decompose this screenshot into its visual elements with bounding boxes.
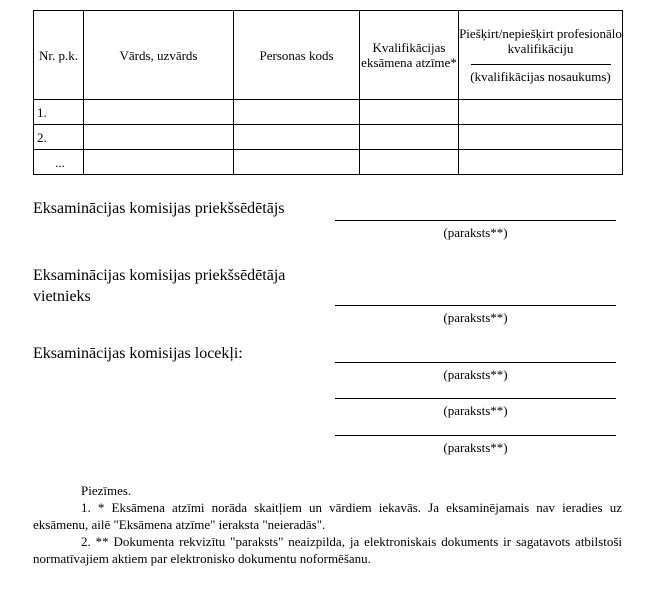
table-row bbox=[34, 125, 623, 150]
award-cell[interactable] bbox=[459, 100, 623, 125]
notes-section bbox=[33, 482, 622, 567]
member-signature-line-2[interactable] bbox=[335, 398, 616, 399]
header-grade bbox=[360, 11, 459, 100]
grade-cell[interactable] bbox=[360, 100, 459, 125]
name-cell[interactable] bbox=[84, 150, 234, 175]
member-signature-caption-3: (paraksts**) bbox=[443, 440, 508, 455]
grade-cell[interactable] bbox=[360, 150, 459, 175]
member-signature-line-1[interactable] bbox=[335, 362, 616, 363]
award-cell[interactable] bbox=[459, 150, 623, 175]
table-header-row bbox=[34, 11, 623, 100]
chair-label: Eksaminācijas komisijas priekšsēdētājs bbox=[33, 200, 285, 217]
member-signature-caption-1: (paraksts**) bbox=[443, 367, 508, 382]
note-item-2: 2. ** Dokumenta rekvizītu "paraksts" neaizpilda, ja elektroniskais dokuments ir sagatavots atbilstoši normatīvajiem aktiem par elektronisko dokumentu noformēšanu. bbox=[33, 534, 622, 566]
vice-chair-signature-caption: (paraksts**) bbox=[443, 310, 508, 325]
note-item-1: 1. * Eksāmena atzīmi norāda skaitļiem un vārdiem iekavās. Ja eksaminējamais nav ieradies uz eksāmenu, ailē "Eksāmena atzīme" ieraksta "neieradās". bbox=[33, 500, 622, 532]
header-grade-text: Kvalifikācijas eksāmena atzīme* bbox=[361, 40, 457, 70]
award-cell[interactable] bbox=[459, 125, 623, 150]
members-label: Eksaminācijas komisijas locekļi: bbox=[33, 345, 243, 362]
vice-chair-signature-line[interactable] bbox=[335, 305, 616, 306]
row-number-cell: ... bbox=[34, 150, 84, 175]
member-signature-line-3[interactable] bbox=[335, 435, 616, 436]
chair-signature-line[interactable] bbox=[335, 220, 616, 221]
header-nr-text: Nr. p.k. bbox=[39, 47, 78, 63]
chair-signature-caption: (paraksts**) bbox=[443, 225, 508, 240]
personal-code-cell[interactable] bbox=[234, 125, 360, 150]
notes-title: Piezīmes. bbox=[81, 483, 132, 498]
name-cell[interactable] bbox=[84, 125, 234, 150]
vice-chair-label: Eksaminācijas komisijas priekšsēdētāja vietnieks bbox=[33, 267, 286, 305]
grade-cell[interactable] bbox=[360, 125, 459, 150]
table-row bbox=[34, 100, 623, 125]
name-cell[interactable] bbox=[84, 100, 234, 125]
header-nr bbox=[34, 11, 84, 100]
row-number-cell: 2. bbox=[34, 125, 84, 150]
header-award-subtext: (kvalifikācijas nosaukums) bbox=[470, 69, 611, 84]
header-name bbox=[84, 11, 234, 100]
table-row bbox=[34, 150, 623, 175]
qualification-name-line bbox=[471, 64, 611, 65]
exam-results-table bbox=[33, 10, 623, 175]
personal-code-cell[interactable] bbox=[234, 150, 360, 175]
personal-code-cell[interactable] bbox=[234, 100, 360, 125]
header-personal-code-text: Personas kods bbox=[259, 47, 334, 63]
header-name-text: Vārds, uzvārds bbox=[119, 47, 198, 63]
header-personal-code bbox=[234, 11, 360, 100]
header-award-text: Piešķirt/nepiešķirt profesionālo kvalifikāciju bbox=[459, 26, 622, 56]
member-signature-caption-2: (paraksts**) bbox=[443, 403, 508, 418]
header-award bbox=[459, 11, 623, 100]
row-number-cell: 1. bbox=[34, 100, 84, 125]
